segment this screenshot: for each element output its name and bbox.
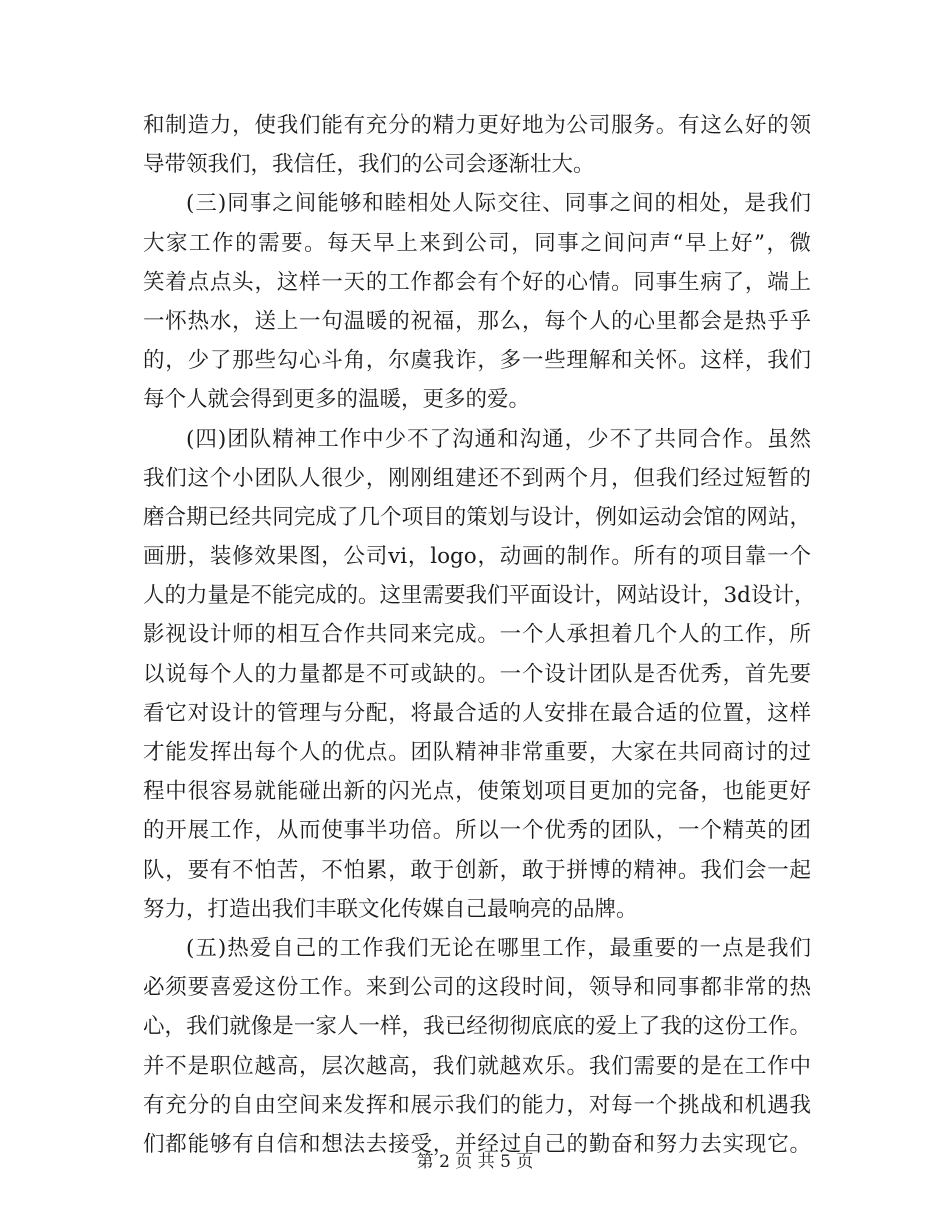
text-line: (三)同事之间能够和睦相处人际交往、同事之间的相处，是我们 [186,191,811,217]
text-line: 导带领我们，我信任，我们的公司会逐渐壮大。 [143,152,595,178]
text-line: 以说每个人的力量都是不可或缺的。一个设计团队是否优秀，首先要 [143,661,811,687]
page-number-footer: 第 2 页 共 5 页 [416,1152,534,1172]
text-line: 程中很容易就能碰出新的闪光点，使策划项目更加的完备，也能更好 [143,779,811,805]
text-line: 和制造力，使我们能有充分的精力更好地为公司服务。有这么好的领 [143,113,811,138]
text-line: 队，要有不怕苦，不怕累，敢于创新，敢于拼博的精神。我们会一起 [143,857,811,883]
paragraph-continued [143,106,811,184]
text-line: 人的力量是不能完成的。这里需要我们平面设计，网站设计，3d设计， [143,583,816,609]
document-body [143,106,816,1164]
text-line: (四)团队精神工作中少不了沟通和沟通，少不了共同合作。虽然 [186,426,811,452]
text-line: (五)热爱自己的工作我们无论在哪里工作，最重要的一点是我们 [186,935,811,961]
text-line: 并不是职位越高，层次越高，我们就越欢乐。我们需要的是在工作中 [143,1053,811,1079]
paragraph-section-four [143,420,816,929]
text-line: 必须要喜爱这份工作。来到公司的这段时间，领导和同事都非常的热 [143,975,811,1001]
text-line: 大家工作的需要。每天早上来到公司，同事之间问声“早上好”，微 [143,230,811,256]
text-line: 才能发挥出每个人的优点。团队精神非常重要，大家在共同商讨的过 [143,740,811,765]
text-line: 我们这个小团队人很少，刚刚组建还不到两个月，但我们经过短暂的 [143,465,811,491]
text-line: 磨合期已经共同完成了几个项目的策划与设计，例如运动会馆的网站， [143,504,811,530]
text-line: 一怀热水，送上一句温暖的祝福，那么，每个人的心里都会是热乎乎 [143,308,811,334]
text-line: 画册，装修效果图，公司vi，logo，动画的制作。所有的项目靠一个 [143,544,811,570]
paragraph-section-three [143,184,811,419]
text-line: 每个人就会得到更多的温暖，更多的爱。 [143,387,531,413]
text-line: 努力，打造出我们丰联文化传媒自己最响亮的品牌。 [143,896,638,922]
text-line: 的开展工作，从而使事半功倍。所以一个优秀的团队，一个精英的团 [143,818,811,844]
text-line: 看它对设计的管理与分配，将最合适的人安排在最合适的位置，这样 [143,700,811,726]
text-line: 有充分的自由空间来发挥和展示我们的能力，对每一个挑战和机遇我 [143,1092,811,1118]
paragraph-section-five [143,929,811,1164]
text-line: 影视设计师的相互合作共同来完成。一个人承担着几个人的工作，所 [143,622,811,648]
text-line: 的，少了那些勾心斗角，尔虞我诈，多一些理解和关怀。这样，我们 [143,348,811,374]
text-line: 心，我们就像是一家人一样，我已经彻彻底底的爱上了我的这份工作。 [143,1014,811,1040]
text-line: 们都能够有自信和想法去接受，并经过自己的勤奋和努力去实现它。 [143,1131,811,1157]
text-line: 笑着点点头，这样一天的工作都会有个好的心情。同事生病了，端上 [143,269,811,295]
